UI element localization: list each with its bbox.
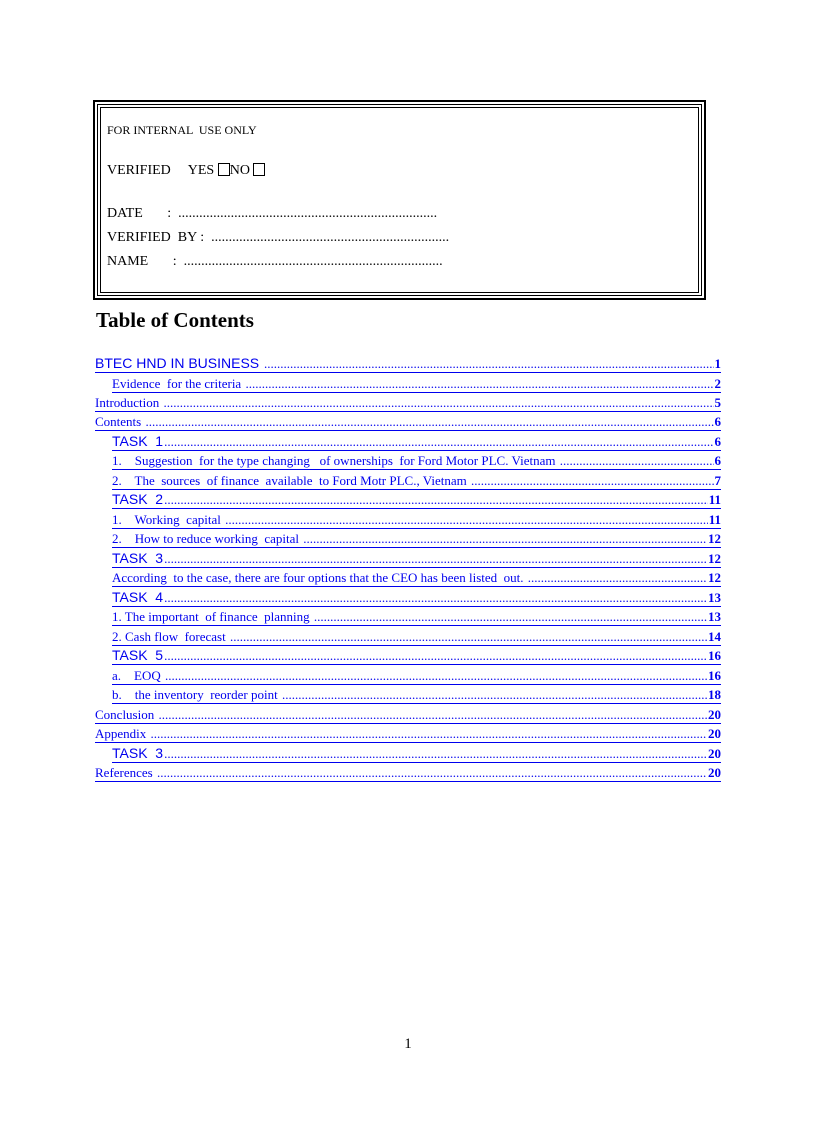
toc-entry-text: a. EOQ bbox=[112, 668, 164, 683]
toc-entry-text: References bbox=[95, 765, 156, 780]
toc-entry-page: 5 bbox=[714, 395, 721, 410]
toc-entry-text: Conclusion bbox=[95, 707, 158, 722]
toc-entry[interactable] bbox=[95, 725, 721, 745]
toc-entry-page: 2 bbox=[714, 376, 721, 391]
toc-entry[interactable] bbox=[95, 530, 721, 550]
toc-entry-text: 1. Working capital bbox=[112, 512, 225, 527]
toc-entry[interactable] bbox=[95, 589, 721, 609]
toc-entry[interactable] bbox=[95, 764, 721, 784]
toc-entry[interactable] bbox=[95, 569, 721, 589]
toc-entry[interactable] bbox=[95, 394, 721, 414]
toc-entry-page: 6 bbox=[714, 434, 721, 449]
toc-title: Table of Contents bbox=[96, 308, 254, 332]
toc-entry-text: TASK 3 bbox=[112, 745, 164, 761]
toc-entry-page: 20 bbox=[708, 707, 721, 722]
toc-entry[interactable] bbox=[95, 745, 721, 765]
toc-entry-text: Evidence for the criteria bbox=[112, 376, 245, 391]
toc-entry-page: 12 bbox=[708, 531, 721, 546]
toc-entry[interactable] bbox=[95, 355, 721, 375]
toc-entry-text: TASK 3 bbox=[112, 550, 164, 566]
toc-entry-page: 11 bbox=[708, 512, 721, 527]
toc-entry[interactable] bbox=[95, 647, 721, 667]
toc-entry-text: Introduction bbox=[95, 395, 163, 410]
toc-entry[interactable] bbox=[95, 628, 721, 648]
toc-entry[interactable] bbox=[95, 413, 721, 433]
toc-entry[interactable] bbox=[95, 452, 721, 472]
toc-entry-text: TASK 2 bbox=[112, 491, 164, 507]
verified-row bbox=[107, 163, 265, 179]
toc-entry-text: 2. Cash flow forecast bbox=[112, 629, 229, 644]
toc-entry-text: According to the case, there are four options that the CEO has been listed out. bbox=[112, 570, 527, 585]
yes-checkbox[interactable] bbox=[218, 163, 230, 176]
verified-label: VERIFIED YES bbox=[107, 163, 218, 178]
name-field: NAME : .......................................................................... bbox=[107, 254, 443, 269]
toc-entry-page: 12 bbox=[708, 551, 721, 566]
toc-entry-page: 20 bbox=[708, 746, 721, 761]
toc-entry-page: 20 bbox=[708, 726, 721, 741]
toc-entry-text: TASK 5 bbox=[112, 647, 164, 663]
date-field: DATE : .......................................................................... bbox=[107, 206, 438, 221]
toc-entry[interactable] bbox=[95, 491, 721, 511]
no-checkbox[interactable] bbox=[253, 163, 265, 176]
toc-entry-text: 1. Suggestion for the type changing of ownerships for Ford Motor PLC. Vietnam bbox=[112, 453, 559, 468]
toc-entry-page: 1 bbox=[714, 356, 721, 371]
verified-by-field: VERIFIED BY : .................................................................... bbox=[107, 230, 450, 245]
toc-entry-text: Appendix bbox=[95, 726, 150, 741]
toc-entry-page: 7 bbox=[714, 473, 721, 488]
internal-use-header: FOR INTERNAL USE ONLY bbox=[107, 123, 257, 137]
toc-entry-page: 13 bbox=[708, 609, 721, 624]
toc-entry-text: Contents bbox=[95, 414, 145, 429]
toc-entry-text: 2. How to reduce working capital bbox=[112, 531, 303, 546]
toc-entry[interactable] bbox=[95, 608, 721, 628]
toc-entry[interactable] bbox=[95, 667, 721, 687]
toc-entry-page: 12 bbox=[708, 570, 721, 585]
internal-use-box bbox=[93, 100, 706, 300]
toc-entry[interactable] bbox=[95, 686, 721, 706]
toc-entry-page: 16 bbox=[708, 648, 721, 663]
toc-entry[interactable] bbox=[95, 472, 721, 492]
toc-entry[interactable] bbox=[95, 433, 721, 453]
no-label: NO bbox=[229, 163, 254, 178]
toc-entry[interactable] bbox=[95, 375, 721, 395]
toc-entry-page: 13 bbox=[708, 590, 721, 605]
toc-entry-text: TASK 1 bbox=[112, 433, 164, 449]
page-number: 1 bbox=[404, 1036, 412, 1052]
toc-entry-page: 14 bbox=[708, 629, 721, 644]
toc-entry-text: b. the inventory reorder point bbox=[112, 687, 281, 702]
toc-entry-page: 11 bbox=[708, 492, 721, 507]
toc-entry-page: 6 bbox=[714, 414, 721, 429]
toc-entry-page: 16 bbox=[708, 668, 721, 683]
toc-entry-page: 6 bbox=[714, 453, 721, 468]
toc-entry[interactable] bbox=[95, 511, 721, 531]
toc-entry-page: 20 bbox=[708, 765, 721, 780]
toc-entry-text: 1. The important of finance planning bbox=[112, 609, 313, 624]
toc-entry-page: 18 bbox=[708, 687, 721, 702]
toc-entry-text: TASK 4 bbox=[112, 589, 164, 605]
toc-entry[interactable] bbox=[95, 550, 721, 570]
internal-use-box-inner bbox=[97, 104, 702, 296]
toc-entry[interactable] bbox=[95, 706, 721, 726]
toc-entry-text: BTEC HND IN BUSINESS bbox=[95, 355, 264, 371]
toc-entry-text: 2. The sources of finance available to Ford Motr PLC., Vietnam bbox=[112, 473, 470, 488]
